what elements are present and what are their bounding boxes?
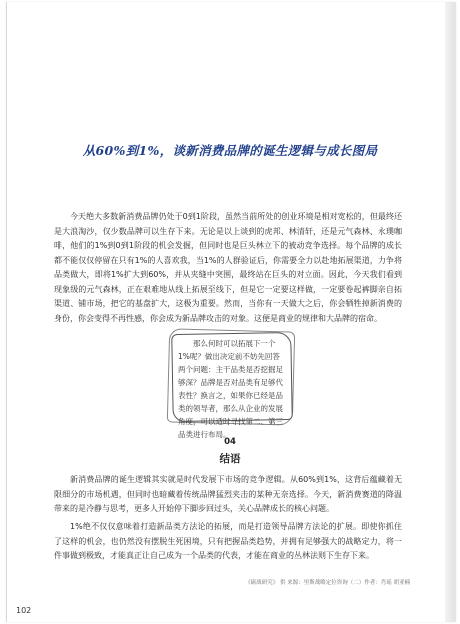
body-paragraph-1: 今天绝大多数新消费品牌仍处于0到1阶段，虽然当前所处的创业环境是相对宽松的，但最终还是大浪淘沙，仅少数品牌可以生存下来。无论是以上谈到的虎邦、林清轩，还是元气森林、永璞咖啡，他们的1%到0到1阶段的机会发掘，但同时也是巨头林立下的被动竞争选择。每个品牌的成长都不能仅仅停留在只有1%的人喜欢我，当1%的人群验证后，你需要全力以赴地拓展渠道，力争将品类做大，即将1%扩大到60%，并从夹缝中突围，最终站在巨头的对立面。因此，今天我们看到现象级的元气森林，正在艰难地从线上拓展至线下，但是它一定要这样做，一定要卷起裤脚亲自拓渠道、铺市场，把它的基盘扩大，这极为重要。然而，当你有一天做大之后，你会牺牲掉新消费的身份，你会变得不再性感，你会成为新品牌攻击的对象。这便是商业的规律和大品牌的宿命。 [54, 212, 402, 323]
article-title: 从60%到1%，谈新消费品牌的诞生逻辑与成长图局 [82, 143, 378, 158]
page-spine [445, 2, 455, 622]
page-number: 102 [16, 606, 32, 615]
pull-quote: 那么何时可以拓展下一个1%呢？做出决定前不妨先回答两个问题：主干品类是否挖掘足够深？品牌是否对品类有足够代表性？换言之，如果你已经是品类的领导者，那么从企业的发展角度，可以适时寻找第二、第三品类进行布局。 [178, 339, 283, 439]
section-number: 04 [224, 437, 236, 447]
body-paragraph-2: 新消费品牌的诞生逻辑其实就是时代发展下市场的竞争逻辑。从60%到1%，这背后蕴藏着无限细分的市场机遇，但同时也暗藏着传统品牌猛烈夹击的某种无奈选择。今天，新消费赛道的降温带来的是冷静与思考，更多人开始停下脚步回过头，关心品牌成长的核心问题。 [54, 475, 402, 513]
source-footnote: 《砺战研究》 供 来源：里斯战略定位咨询（二）作者：肖瑶 胡亚楠 [245, 580, 410, 586]
body-paragraph-3: 1%绝不仅仅意味着打造新品类方法论的拓展，而是打造领导品牌方法论的扩展。即使你抓住了这样的机会，也仍然没有摆脱生死困境，只有把握品类趋势，并拥有足够强大的战略定力，将一件事做到极致，才能真正让自己成为一个品类的代表，才能在商业的丛林法则下生存下来。 [54, 522, 402, 560]
section-title: 结语 [219, 453, 241, 465]
